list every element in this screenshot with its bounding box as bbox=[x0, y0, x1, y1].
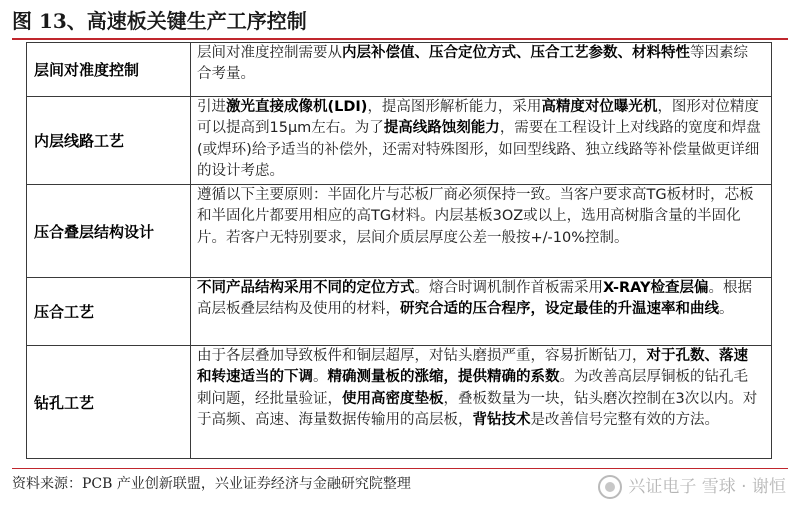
process-control-table bbox=[26, 42, 772, 459]
body-text: 层间对准度控制需要从 bbox=[197, 45, 342, 61]
row-content bbox=[191, 43, 772, 97]
body-text: 引进 bbox=[197, 99, 226, 115]
row-text bbox=[197, 346, 761, 431]
table-row bbox=[27, 97, 772, 185]
body-text: 等因素综合考量。 bbox=[197, 45, 748, 83]
emphasis-text: 提高线路蚀刻能力 bbox=[383, 120, 500, 137]
row-text bbox=[197, 43, 761, 86]
row-content bbox=[191, 278, 772, 346]
watermark-text: 兴证电子 雪球 · 谢恒 bbox=[628, 477, 786, 497]
emphasis-text: 背钻技术 bbox=[472, 411, 531, 428]
row-label: 层间对准度控制 bbox=[27, 43, 191, 97]
table-row bbox=[27, 346, 772, 459]
row-content bbox=[191, 346, 772, 459]
row-content bbox=[191, 97, 772, 185]
body-text: 。熔合时调机制作首板需采用 bbox=[414, 280, 603, 296]
body-text: ，图形对位精度可以提高到15μm左右。为了 bbox=[197, 99, 759, 137]
emphasis-text: 研究合适的压合程序，设定最佳的升温速率和曲线 bbox=[400, 301, 719, 318]
emphasis-text: 使用高密度垫板 bbox=[342, 390, 444, 407]
snowball-logo-icon bbox=[598, 475, 622, 499]
table-row bbox=[27, 278, 772, 346]
emphasis-text: X-RAY检查层偏 bbox=[603, 280, 709, 296]
body-text: ，需要在工程设计上对线路的宽度和焊盘(或焊环)给予适当的补偿外，还需对特殊图形，如回型线路、独立线路等补偿量做更详细的设计考虑。 bbox=[197, 120, 761, 179]
emphasis-text: 不同产品结构采用不同的定位方式 bbox=[197, 280, 415, 296]
body-text: ，提高图形解析能力，采用 bbox=[367, 99, 542, 115]
row-text bbox=[197, 97, 761, 182]
row-label: 压合叠层结构设计 bbox=[27, 185, 191, 278]
emphasis-text: 内层补偿值、压合定位方式、压合工艺参数、材料特性 bbox=[342, 45, 690, 61]
row-label: 钻孔工艺 bbox=[27, 346, 191, 459]
emphasis-text: 精确测量板的涨缩，提供精确的系数 bbox=[327, 369, 560, 386]
body-text: ，叠板数量为一块，钻头磨次控制在3次以内。对于高频、高速、海量数据传输用的高层板， bbox=[197, 390, 758, 428]
table-row bbox=[27, 43, 772, 97]
body-text: 由于各层叠加导致板件和铜层超厚，对钻头磨损严重，容易折断钻刀， bbox=[197, 348, 647, 364]
title-divider bbox=[12, 38, 788, 40]
source-divider bbox=[12, 468, 788, 469]
table-row bbox=[27, 185, 772, 278]
body-text: 遵循以下主要原则：半固化片与芯板厂商必须保持一致。当客户要求高TG板材时，芯板和半固化片都要用相应的高TG材料。内层基板3OZ或以上，选用高树脂含量的半固化片。若客户无特别要求，层间介质层厚度公差一般按+/-10%控制。 bbox=[197, 187, 754, 246]
emphasis-text: 对于孔数、落速和转速适当的下调 bbox=[197, 348, 748, 386]
body-text: 是改善信号完整有效的方法。 bbox=[530, 411, 719, 428]
watermark bbox=[598, 474, 786, 500]
row-text bbox=[197, 278, 761, 321]
row-label: 压合工艺 bbox=[27, 278, 191, 346]
emphasis-text: 激光直接成像机(LDI) bbox=[226, 99, 368, 115]
row-content bbox=[191, 185, 772, 278]
body-text: 。为改善高层厚铜板的钻孔毛刺问题，经批量验证， bbox=[197, 369, 748, 407]
row-label: 内层线路工艺 bbox=[27, 97, 191, 185]
body-text: 。 bbox=[313, 369, 328, 386]
body-text: 。 bbox=[719, 301, 734, 318]
emphasis-text: 高精度对位曝光机 bbox=[541, 99, 658, 115]
source-note: 资料来源：PCB 产业创新联盟，兴业证券经济与金融研究院整理 bbox=[12, 476, 411, 492]
body-text: 。根据高层板叠层结构及使用的材料， bbox=[197, 280, 753, 318]
row-text bbox=[197, 185, 761, 249]
figure-title: 图 13、高速板关键生产工序控制 bbox=[12, 9, 307, 33]
